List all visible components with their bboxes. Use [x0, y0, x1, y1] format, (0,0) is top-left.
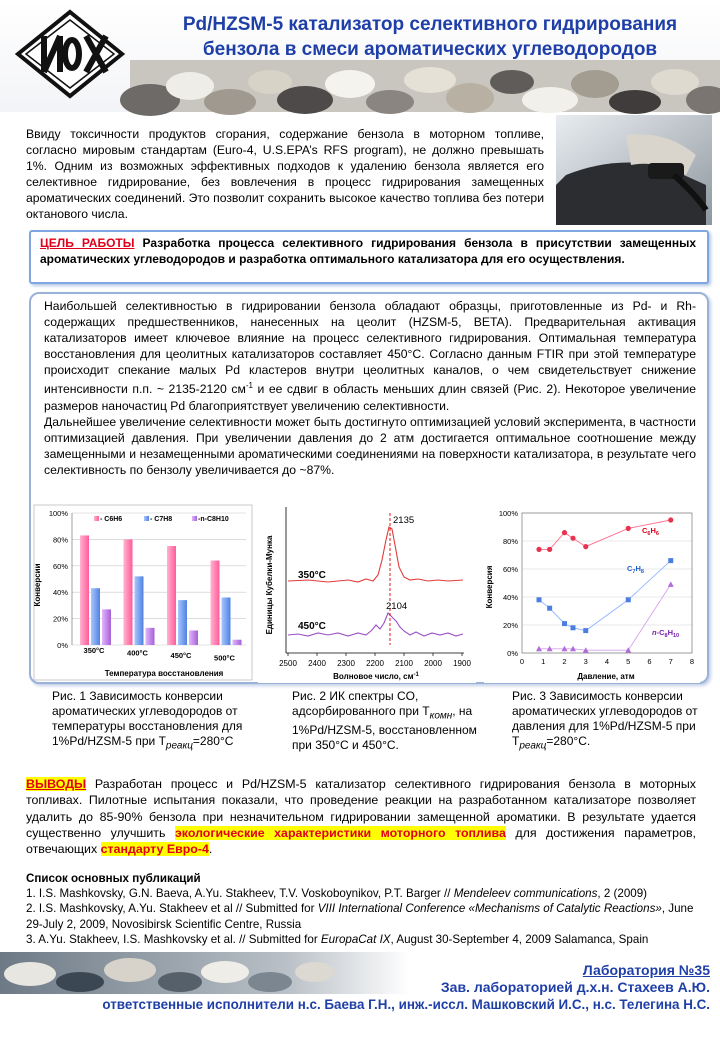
- fig3-point: [562, 530, 567, 535]
- conclusions-label: ВЫВОДЫ: [26, 777, 87, 791]
- fig2-ylabel: Единицы Кубелки-Мунка: [265, 535, 274, 635]
- fig3-ytick: 20%: [502, 621, 518, 630]
- fig3-point: [626, 526, 631, 531]
- fig3-ylabel: Конверсия: [485, 565, 494, 609]
- fig3-point: [583, 544, 588, 549]
- responsible-staff: ответственные исполнители н.с. Баева Г.Н., инж.-иссл. Машковский И.С., н.с. Телегина Н.С.: [102, 997, 710, 1012]
- fig1-legend-swatch: [94, 516, 99, 521]
- fig3-point: [536, 547, 541, 552]
- fig3-xlabel: Давление, атм: [577, 672, 635, 681]
- publication-1: 1. I.S. Mashkovsky, G.N. Baeva, A.Yu. Stakheev, T.V. Voskoboynikov, P.T. Barger // Mendeleev communications, 2 (2009): [26, 887, 648, 901]
- fig1-xlabel: Температура восстановления: [104, 669, 224, 678]
- fig3-xtick: 5: [626, 657, 631, 666]
- fig1-ytick: 60%: [52, 561, 68, 571]
- fig1-ylabel: Конверсии: [33, 563, 42, 607]
- label-350: 350°C: [298, 570, 326, 581]
- peak-2135: 2135: [393, 515, 415, 526]
- fig3-point: [537, 597, 542, 602]
- results-paragraph-2: Дальнейшее увеличение селективности может быть достигнуто оптимизацией условий эксперимента, в частности оптимизацией давления. При увеличении давления до 2 атм достигается оптимальное соотношение между замещенными и незамещенными ароматическими соединениями на поверхности катализатора, в результате чего селективность по бензолу увеличивается до ~87%.: [44, 414, 696, 477]
- highlight-ecology: экологические характеристики моторного топлива: [174, 825, 506, 840]
- fig2-xtick: 2500: [279, 659, 297, 668]
- figure-2-ir-spectra: [258, 505, 476, 683]
- figure-2-caption: Рис. 2 ИК спектры CO, адсорбированного при $Т_{комн}$, на 1%Pd/HZSM-5, восстановленном при 350°С и 450°С.: [292, 689, 477, 753]
- fig3-point: [570, 536, 575, 541]
- publication-2: 2. I.S. Mashkovsky, A.Yu. Stakheev et al // Submitted for VIII International Conference «Mechanisms of Catalytic Reactions», June 29-July 2, 2009, Novosibirsk Scientific Centre, Russia: [26, 902, 694, 931]
- figure-1-bar-chart: [34, 505, 252, 680]
- title-line-2: бензола в смеси ароматических углеводородов: [202, 39, 658, 60]
- figure-1-caption: Рис. 1 Зависимость конверсии ароматических углеводородов от температуры восстановления для 1%Pd/HZSM-5 при $Т_{реакц}=280^\circ С$: [52, 689, 243, 752]
- fig3-label-c6h6: $C_6H_6$: [642, 526, 659, 537]
- fig1-xtick: 500°C: [214, 653, 235, 663]
- fig2-xlabel: Волновое число, $см^{-1}$: [333, 672, 419, 681]
- label-450: 450°C: [298, 621, 326, 632]
- fig3-point: [583, 628, 588, 633]
- fig1-bar: [233, 640, 242, 645]
- lab-name: Лаборатория №35: [582, 962, 710, 978]
- fig2-xtick: 2400: [308, 659, 326, 668]
- fig1-ytick: 40%: [52, 588, 68, 598]
- institute-logo: [10, 8, 130, 100]
- fig1-bar: [211, 561, 220, 645]
- fig3-point: [547, 606, 552, 611]
- fig3-xtick: 0: [519, 657, 525, 666]
- fig3-xtick: 4: [604, 657, 610, 666]
- fig3-ytick: 0%: [507, 649, 518, 658]
- fig1-bar: [178, 600, 187, 645]
- fig2-xtick: 2300: [337, 659, 355, 668]
- fig3-xtick: 7: [668, 657, 673, 666]
- fig3-ytick: 100%: [498, 509, 518, 518]
- goal-statement: [40, 235, 696, 267]
- goal-text: Разработка процесса селективного гидрирования бензола в присутствии замещенных ароматических углеводородов и разработка оптимального катализатора для его осуществления.: [40, 236, 696, 266]
- fig1-ytick: 80%: [52, 535, 68, 545]
- fig1-ytick: 0%: [57, 641, 68, 650]
- fig1-xtick: 450°C: [170, 651, 192, 660]
- fig3-point: [668, 517, 673, 522]
- fig2-xtick: 1900: [453, 659, 471, 668]
- results-text: [44, 298, 696, 478]
- fig1-bar: [222, 597, 231, 645]
- goal-label: ЦЕЛЬ РАБОТЫ: [40, 236, 135, 250]
- results-paragraph-1: Наибольшей селективностью в гидрировании бензола обладают образцы, приготовленные из Pd- и Rh-содержащих предшественников, нанесенных на цеолит (HZSM-5, BETA). Предварительная активация катализаторов имеет ключевое влияние на процесс селективного гидрирования. Оптимальная температура восстановления для цеолитных катализаторов составляет 450°С. Согласно данным FTIR при этой температуре происходит спекание малых Pd кластеров внутри цеолитных каналов, о чем свидетельствует снижение интенсивности п.п. ~ 2135-2120 $см^{-1}$ и ее сдвиг в область меньших длин связей (Рис. 2). Некоторое увеличение размеров наночастиц Pd благоприятствует увеличению селективности.: [44, 299, 696, 413]
- fig1-legend-swatch: [192, 516, 197, 521]
- fig3-point: [626, 597, 631, 602]
- fig3-label-c7h8: $C_7H_8$: [627, 564, 644, 575]
- fig1-bar: [124, 539, 133, 645]
- footer-pellets-image: [0, 952, 410, 994]
- fig2-xtick: 2200: [366, 659, 384, 668]
- fig1-legend-item: -n-C8H10: [198, 516, 229, 523]
- fig1-bar: [80, 535, 89, 645]
- highlight-euro4: стандарту Евро-4: [100, 842, 209, 857]
- fig2-xtick: 2100: [395, 659, 413, 668]
- publications-title: Список основных публикаций: [26, 872, 201, 885]
- fig3-xtick: 3: [583, 657, 588, 666]
- fig1-bar: [102, 609, 111, 645]
- figure-3-caption: Рис. 3 Зависимость конверсии ароматических углеводородов от давления для 1%Pd/HZSM-5 при $Т_{реакц}=280^\circ С$.: [512, 689, 698, 752]
- fig1-legend-item: - C7H8: [150, 516, 173, 523]
- fig1-bar: [135, 576, 144, 645]
- fig1-ytick: 100%: [48, 509, 68, 518]
- fig1-bar: [146, 628, 155, 645]
- fig1-bar: [167, 546, 176, 645]
- peak-2104: 2104: [386, 601, 408, 612]
- fig3-point: [547, 547, 552, 552]
- fig1-bar: [189, 630, 198, 645]
- fig3-ytick: 60%: [502, 565, 518, 574]
- conclusions: ВЫВОДЫ Разработан процесс и Pd/HZSM-5 катализатор селективного гидрирования бензола в моторных топливах. Пилотные испытания показали, что проведение реакции на разработанном катализаторе позволяет удалить до 85-90% бензола при незначительном гидрировании замещенной ароматики. В результате удается существенно улучшить экологические характеристики моторного топлива для достижения параметров, отвечающих стандарту Евро-4.: [26, 777, 696, 857]
- catalyst-pellets-image: [130, 60, 720, 112]
- fig3-point: [668, 558, 673, 563]
- fig1-xtick: 350°C: [83, 646, 105, 655]
- fuel-pump-photo: [556, 115, 712, 225]
- publications: [26, 871, 706, 947]
- poster-title: [150, 12, 710, 62]
- lab-head: Зав. лабораторией д.х.н. Стахеев А.Ю.: [440, 979, 710, 995]
- publication-3: 3. A.Yu. Stakheev, I.S. Mashkovsky et al. // Submitted for EuropaCat IX, August 30-September 4, 2009 Salamanca, Spain: [26, 932, 649, 946]
- fig1-xtick: 400°C: [127, 648, 148, 658]
- fig3-xtick: 1: [541, 657, 546, 666]
- fig1-legend-swatch: [144, 516, 149, 521]
- fig3-xtick: 6: [647, 657, 652, 666]
- fig1-legend-item: - C6H6: [100, 516, 123, 523]
- fig3-point: [562, 621, 567, 626]
- title-line-1: Pd/HZSM-5 катализатор селективного гидрирования: [182, 14, 678, 35]
- fig1-ytick: 20%: [52, 614, 68, 624]
- figure-3-pressure-chart: [484, 505, 700, 683]
- fig2-xtick: 2000: [424, 659, 442, 668]
- fig3-ytick: 40%: [502, 593, 518, 602]
- intro-paragraph: Ввиду токсичности продуктов сгорания, содержание бензола в моторном топливе, согласно мировым стандартам (Euro-4, U.S.EPA’s RFS program), не должно превышать 1%. Одним из возможных эффективных подходов к удалению бензола является его селективное гидрирование, без вовлечения в процесс гидрирования замещенных ароматических соединений. Это позволит сохранить высокое качество топлива без потери октанового числа.: [26, 127, 544, 221]
- lab-info: [420, 962, 710, 996]
- fig3-ytick: 80%: [502, 537, 518, 546]
- fig1-bar: [91, 588, 100, 645]
- fig3-xtick: 8: [689, 657, 695, 666]
- fig3-xtick: 2: [562, 657, 567, 666]
- fig3-label-c8h10: $n-C_8H_{10}$: [652, 628, 680, 639]
- fig3-point: [571, 625, 576, 630]
